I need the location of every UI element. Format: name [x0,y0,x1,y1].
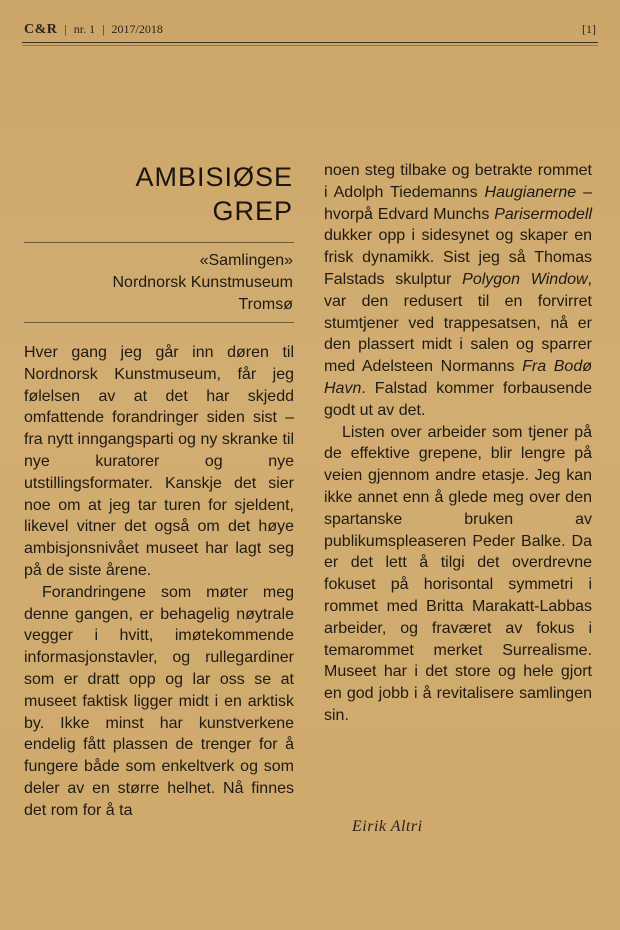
paragraph-3-text: noen steg tilbake og betrakte rommet i Adolph Tiedemanns [324,162,592,201]
paragraph-3-text: – hvorpå Edvard Munchs [324,183,592,223]
header-separator: | [64,22,67,36]
subtitle-exhibition: «Samlingen» [199,252,293,269]
paragraph-3 [324,160,592,422]
subtitle-venue: Nordnorsk Kunstmuseum [112,274,293,291]
header-rule-secondary [22,45,598,46]
subtitle-city: Tromsø [238,296,293,313]
artwork-title: Fra Bodø Havn [324,358,593,397]
article-column-right [324,160,592,727]
subtitle-rule [24,322,294,323]
paragraph-4: Listen over arbeider som tjener på de effektive grepene, blir lengre på veien gjennom andre etasje. Jeg kan ikke annet enn å glede meg over den spartanske bruken av publikumspleaseren Peder Balke. Da er det lett å tilgi det overdrevne fokuset på horisontal symmetri i rommet med Britta Marakatt-Labbas arbeider, og fraværet av fokus i temarommet merket Surrealisme. Museet har i det store og hele gjort en god jobb i å revitalisere samlingen sin. [324,423,592,724]
paragraph-1: Hver gang jeg går inn døren til Nordnorsk Kunstmuseum, får jeg følelsen av at det har skjedd omfattende forandringer siden sist – fra nytt inngangsparti og ny skranke til nye kuratorer og nye utstillingsformater. Kanskje det sier noe om at jeg tar turen for sjeldent, likevel vitner det også om det høye ambisjonsnivået museet har lagt seg på de siste årene. [24,344,294,579]
article-column-left [24,342,294,822]
artwork-title: Parisermodell [494,205,592,223]
article-subtitle [60,250,293,316]
author-byline: Eirik Altri [352,818,423,835]
title-line-2: GREP [212,196,293,226]
title-rule [24,242,294,243]
title-line-1: AMBISIØSE [135,162,293,192]
paragraph-2: Forandringene som møter meg denne gangen, er behagelig nøytrale vegger i hvitt, imøtekommende informasjonstavler, og rullegardiner som er dratt opp og lar oss se at museet faktisk ligger midt i en arktisk by. Ikke minst har kunstverkene endelig fått plassen de trenger for å fungere både som enkeltverk og som deler av en større helhet. Nå finnes det rom for å ta [24,583,294,819]
header-rule [22,42,598,43]
paragraph-3-text: , var den redusert til en forvirret stumtjener ved trappesatsen, nå er den plassert midt i salen og sparrer med Adelsteen Normanns [324,270,592,376]
article-title [100,160,293,228]
header-separator: | [102,22,105,36]
artwork-title: Haugianerne [484,183,577,201]
paragraph-3-text: . Falstad kommer forbausende godt ut av det. [324,379,592,419]
artwork-title: Polygon Window [462,270,588,288]
header-left [24,22,163,38]
issue-number: nr. 1 [73,22,96,36]
magazine-brand: C&R [24,22,58,37]
page-number: [1] [582,22,596,36]
paragraph-3-text: dukker opp i sidesynet og skaper en frisk dynamikk. Sist jeg så Thomas Falstads skulptur [324,227,592,288]
issue-year: 2017/2018 [111,22,163,36]
